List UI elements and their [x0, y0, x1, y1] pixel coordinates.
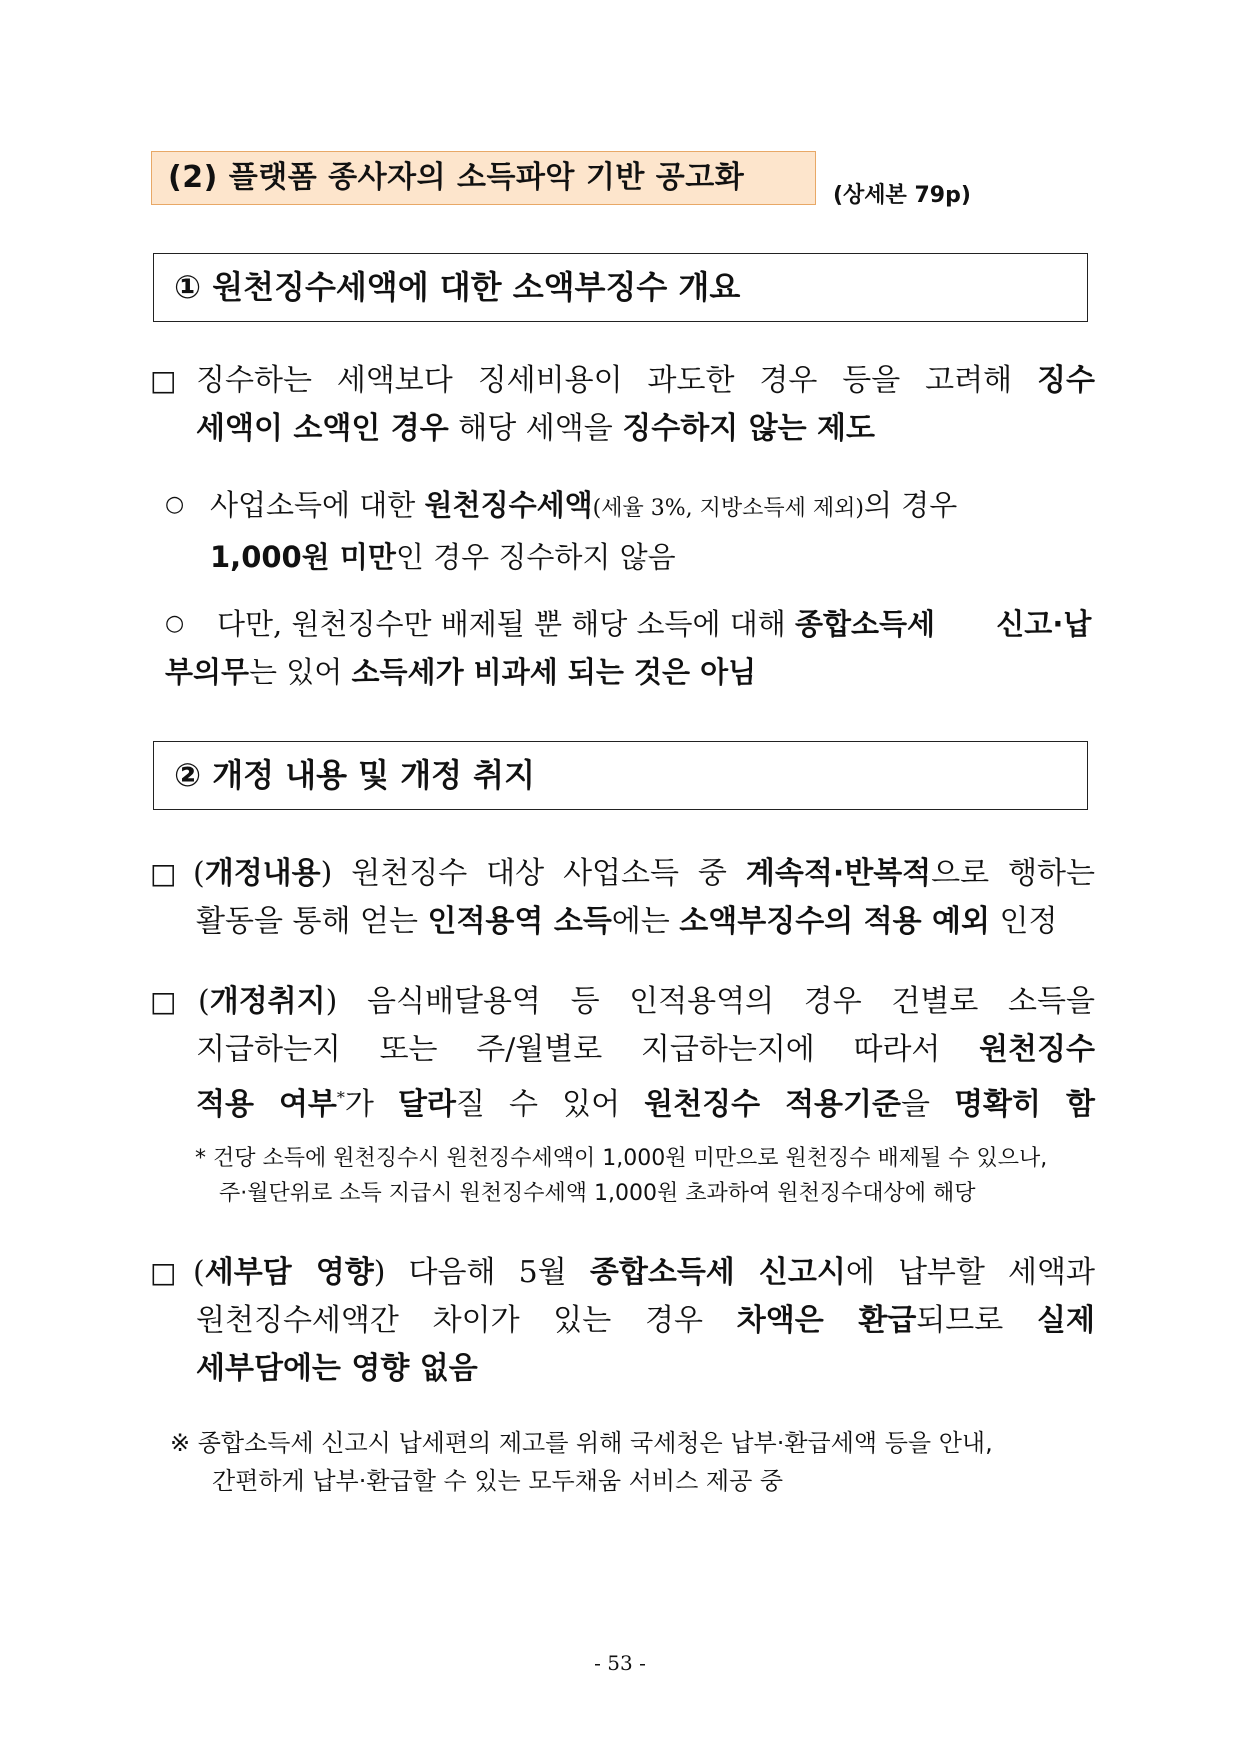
- paragraph-definition: □ 징수하는 세액보다 징세비용이 과도한 경우 등을 고려해 징수 세액이 소액인 경우 해당 세액을 징수하지 않는 제도: [150, 357, 1095, 453]
- reference-note: ※ 종합소득세 신고시 납세편의 제고를 위해 국세청은 납부·환급세액 등을 안내, 간편하게 납부·환급할 수 있는 모두채움 서비스 제공 중: [170, 1429, 993, 1495]
- footnote-withholding: * 건당 소득에 원천징수시 원천징수세액이 1,000원 미만으로 원천징수 배제될 수 있으나, 주·월단위로 소득 지급시 원천징수세액 1,000원 초과하여 원천징수대상에 해당: [195, 1146, 1048, 1206]
- checkbox-bullet: □: [150, 364, 177, 397]
- paragraph-amendment-content: □ (개정내용) 원천징수 대상 사업소득 중 계속적·반복적으로 행하는 활동을 통해 얻는 인적용역 소득에는 소액부징수의 적용 예외 인정: [150, 850, 1095, 946]
- checkbox-bullet: □: [150, 857, 177, 890]
- circle-bullet: ○: [165, 611, 185, 636]
- section-heading: (2) 플랫폼 종사자의 소득파악 기반 공고화: [151, 151, 816, 205]
- paragraph-tax-burden: □ (세부담 영향) 다음해 5월 종합소득세 신고시에 납부할 세액과 원천징수세액간 차이가 있는 경우 차액은 환급되므로 실제 세부담에는 영향 없음: [150, 1249, 1095, 1393]
- subsection-title-overview: ① 원천징수세액에 대한 소액부징수 개요: [153, 253, 1088, 322]
- paragraph-filing-obligation: ○ 다만, 원천징수만 배제될 뿐 해당 소득에 대해 종합소득세 신고·납부의무는 있어 소득세가 비과세 되는 것은 아님: [165, 600, 1095, 696]
- subsection-title-amendment: ② 개정 내용 및 개정 취지: [153, 741, 1088, 810]
- detail-reference: (상세본 79p): [833, 183, 971, 208]
- page-number: - 53 -: [594, 1651, 646, 1675]
- paragraph-amendment-purpose: □ (개정취지) 음식배달용역 등 인적용역의 경우 건별로 소득을 지급하는지 또는 주/월별로 지급하는지에 따라서 원천징수 적용 여부*가 달라질 수 있어 원천징수 적용기준을 명확히 함: [150, 978, 1095, 1129]
- checkbox-bullet: □: [150, 985, 177, 1018]
- circle-bullet: ○: [165, 492, 185, 517]
- checkbox-bullet: □: [150, 1256, 177, 1289]
- paragraph-withholding-threshold: ○ 사업소득에 대한 원천징수세액(세율 3%, 지방소득세 제외)의 경우 1,000원 미만인 경우 징수하지 않음: [165, 481, 1095, 581]
